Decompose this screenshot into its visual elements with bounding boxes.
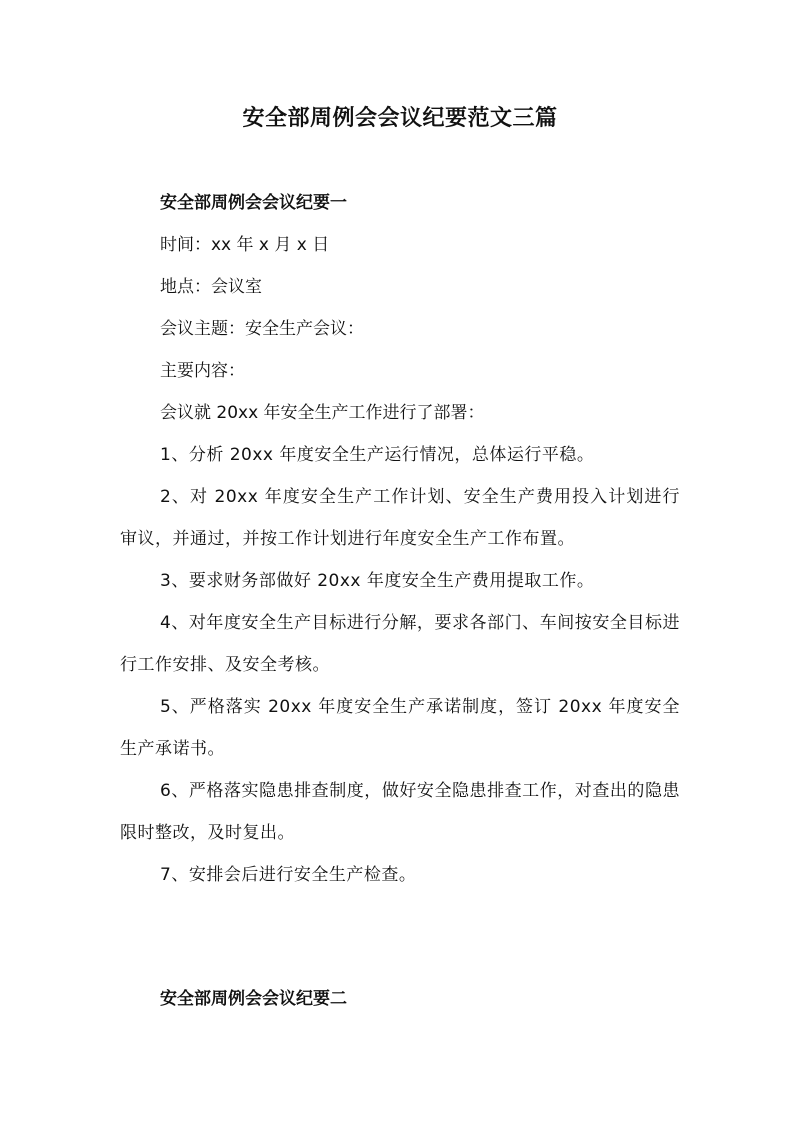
section1-heading: 安全部周例会会议纪要一 (160, 193, 347, 213)
meeting-place: 地点：会议室 (160, 277, 262, 297)
list-item-5: 5、严格落实 20xx 年度安全生产承诺制度，签订 20xx 年度安全生产承诺书。 (120, 697, 680, 759)
list-item-6: 6、严格落实隐患排查制度，做好安全隐患排查工作，对查出的隐患限时整改，及时复出。 (120, 781, 680, 843)
main-content-label: 主要内容： (160, 361, 245, 381)
list-item-1: 1、分析 20xx 年度安全生产运行情况，总体运行平稳。 (160, 445, 595, 465)
meeting-topic: 会议主题：安全生产会议： (160, 319, 364, 339)
list-item-4: 4、对年度安全生产目标进行分解，要求各部门、车间按安全目标进行工作安排、及安全考核。 (120, 613, 680, 675)
list-item-2: 2、对 20xx 年度安全生产工作计划、安全生产费用投入计划进行审议，并通过，并按工作计划进行年度安全生产工作布置。 (120, 487, 680, 549)
document-title: 安全部周例会会议纪要范文三篇 (242, 106, 558, 131)
list-item-3: 3、要求财务部做好 20xx 年度安全生产费用提取工作。 (160, 571, 595, 591)
section2-heading: 安全部周例会会议纪要二 (160, 989, 347, 1009)
meeting-time: 时间：xx 年 x 月 x 日 (160, 235, 330, 255)
list-item-7: 7、安排会后进行安全生产检查。 (160, 865, 417, 885)
meeting-intro: 会议就 20xx 年安全生产工作进行了部署： (160, 403, 485, 423)
